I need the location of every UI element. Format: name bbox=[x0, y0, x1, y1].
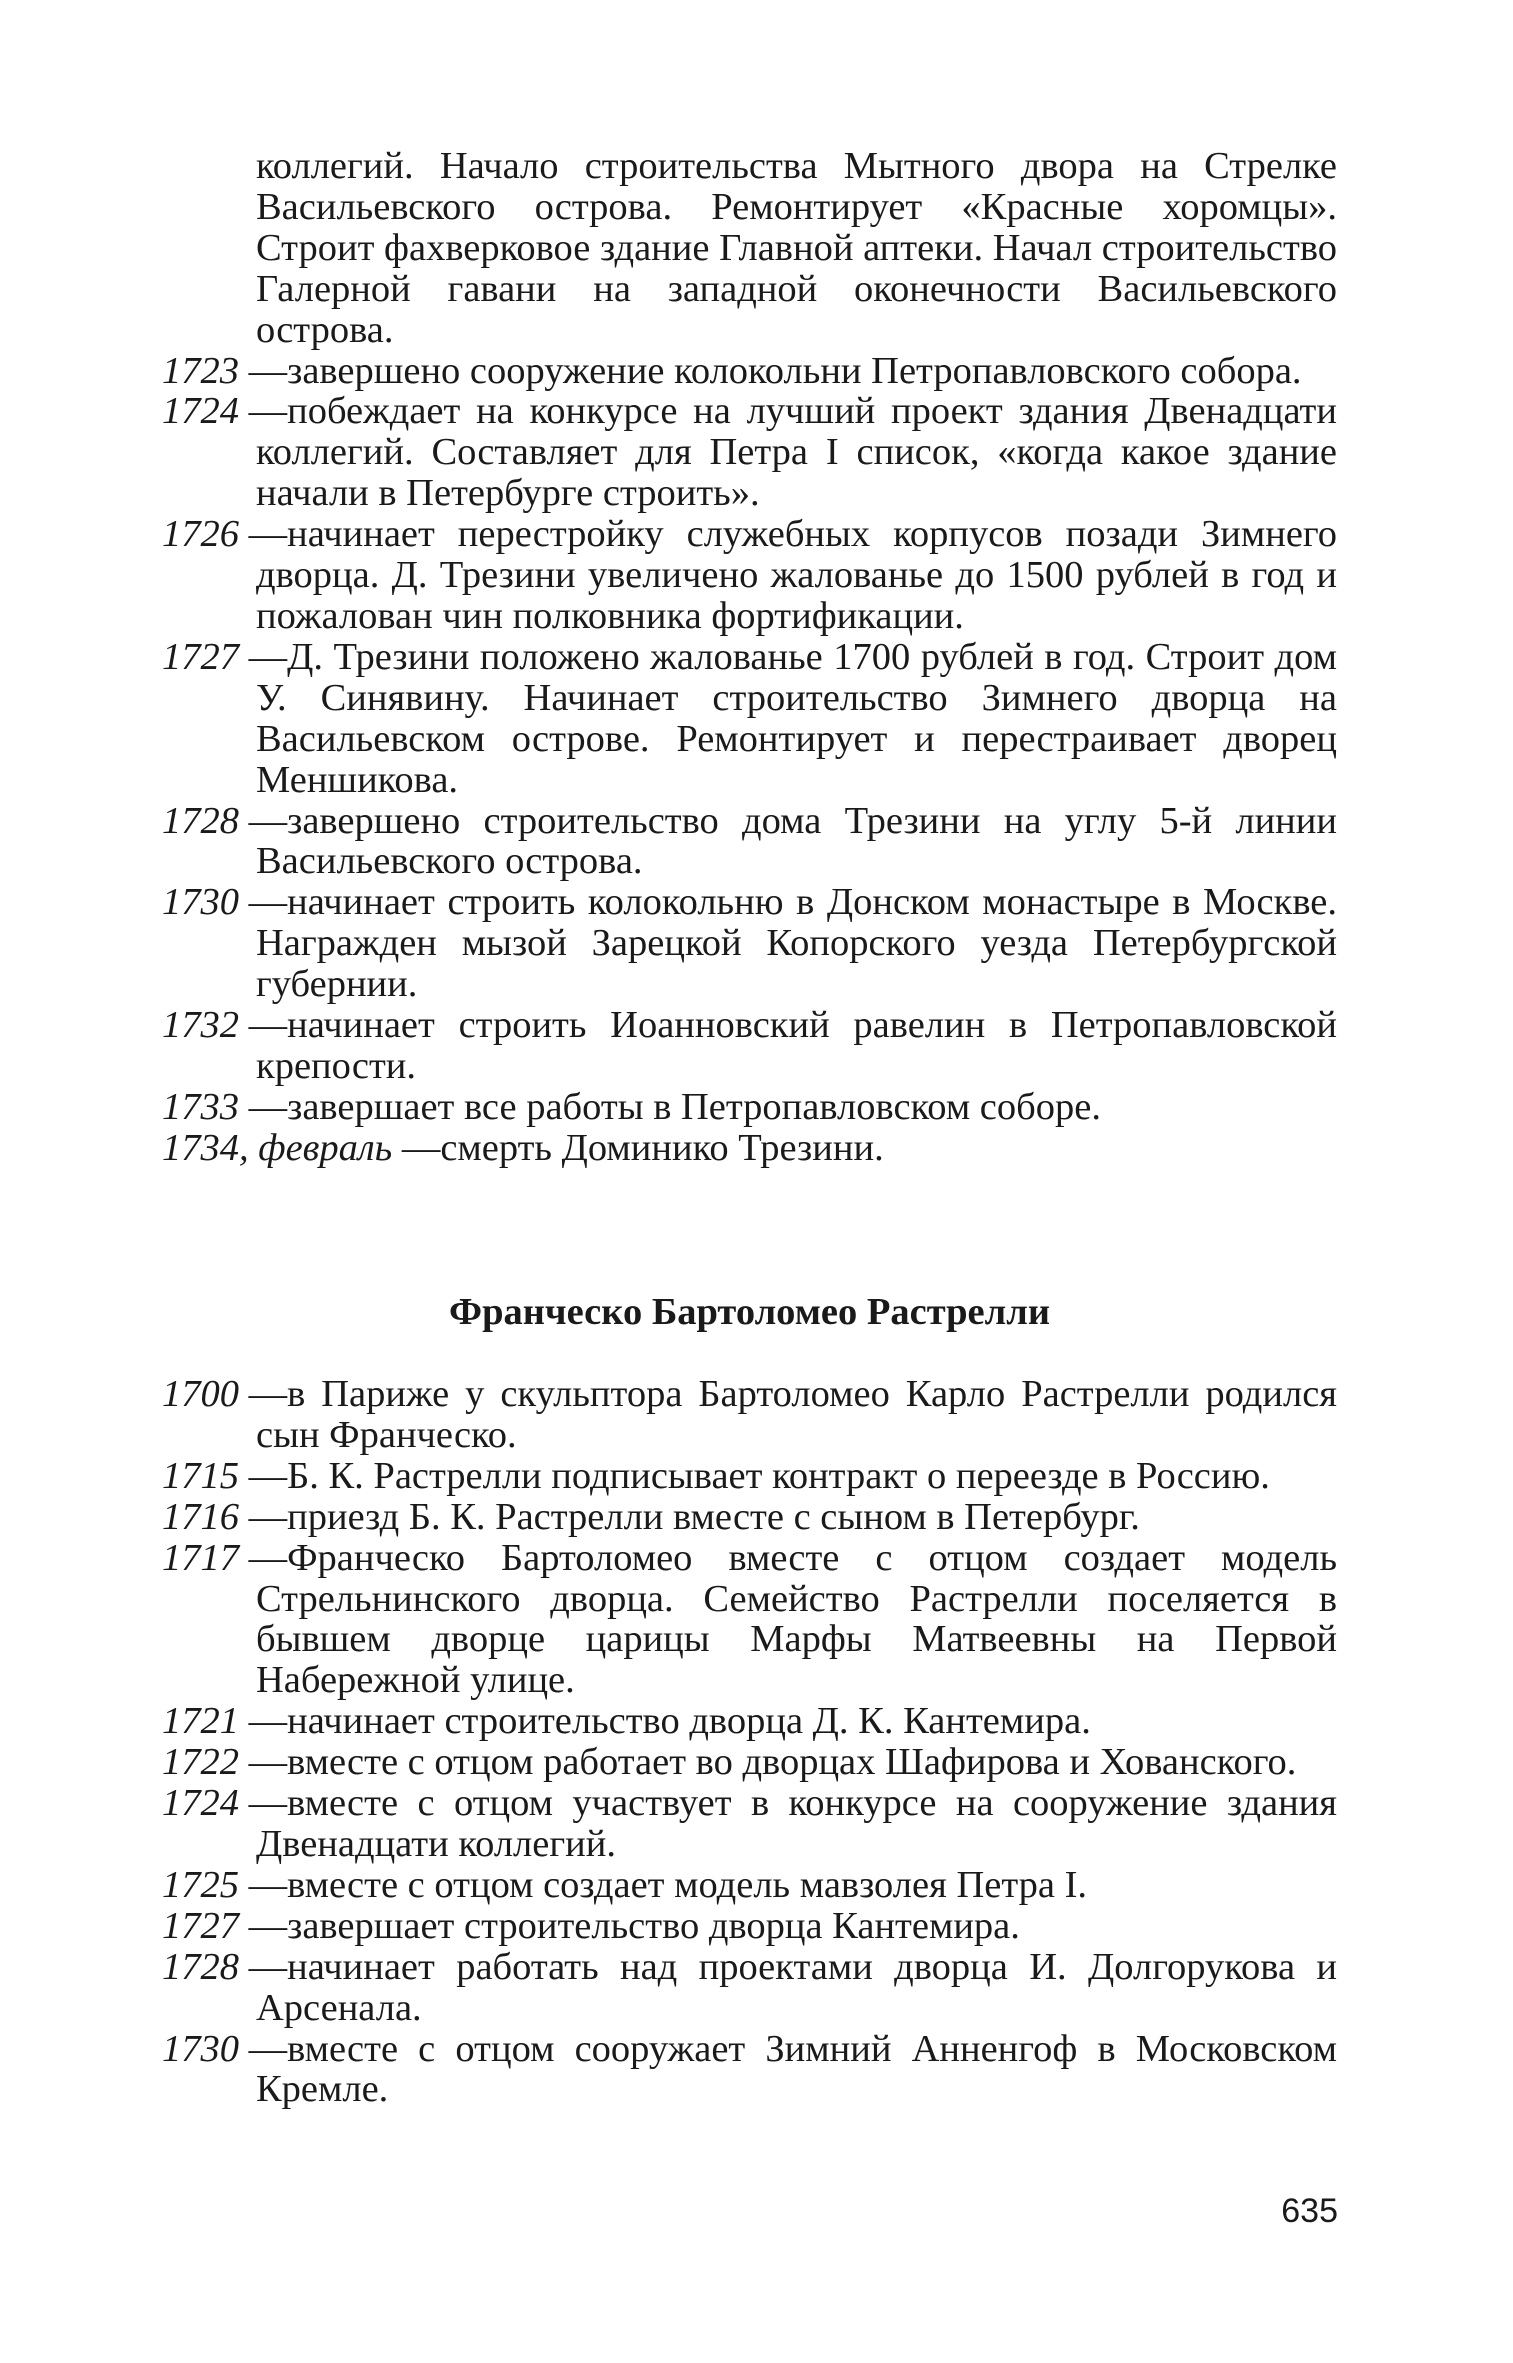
chronology-entry bbox=[162, 1128, 1337, 1169]
entry-lead bbox=[162, 1456, 287, 1497]
entry-dash: — bbox=[239, 1945, 288, 1988]
entry-lead bbox=[162, 2029, 287, 2070]
entry-year: 1722 bbox=[162, 1741, 239, 1784]
entry-year: 1728 bbox=[162, 799, 239, 842]
entry-lead bbox=[162, 1497, 287, 1538]
entry-text: приезд Б. К. Растрелли вместе с сыном в Петербург. bbox=[287, 1495, 1140, 1538]
entry-lead bbox=[162, 1005, 287, 1046]
entry-lead bbox=[162, 1701, 287, 1742]
chronology-entry bbox=[162, 882, 1337, 1005]
entry-lead bbox=[162, 801, 287, 842]
entry-lead bbox=[162, 351, 287, 392]
entry-text: завершает все работы в Петропавловском соборе. bbox=[287, 1085, 1101, 1128]
entry-text: вместе с отцом работает во дворцах Шафирова и Хованского. bbox=[287, 1741, 1297, 1784]
entry-year: 1715 bbox=[162, 1454, 239, 1497]
entry-year: 1717 bbox=[162, 1536, 239, 1579]
entry-lead bbox=[162, 1374, 287, 1415]
entry-text: завершено сооружение колокольни Петропавловского собора. bbox=[287, 349, 1302, 392]
entry-lead bbox=[162, 1538, 287, 1579]
entry-dash: — bbox=[239, 1085, 288, 1128]
entry-dash: — bbox=[239, 1700, 288, 1743]
chronology-entry bbox=[162, 1701, 1337, 1742]
entry-text: побеждает на конкурсе на лучший проект здания Двенадцати коллегий. Составляет для Петра I список, «когда какое здание начали в Петербурге строить». bbox=[256, 390, 1337, 515]
entry-year: 1727 bbox=[162, 1904, 239, 1947]
entry-dash: — bbox=[239, 799, 288, 842]
entry-dash: — bbox=[239, 2027, 288, 2070]
entry-dash: — bbox=[392, 1126, 441, 1169]
entry-year: 1733 bbox=[162, 1085, 239, 1128]
entry-lead bbox=[162, 1742, 287, 1783]
chronology-entry bbox=[162, 1742, 1337, 1783]
entry-year: 1734, февраль bbox=[162, 1126, 393, 1169]
entry-dash: — bbox=[239, 349, 288, 392]
entry-dash: — bbox=[239, 1495, 288, 1538]
entry-text: вместе с отцом сооружает Зимний Анненгоф в Московском Кремле. bbox=[256, 2027, 1337, 2111]
entry-text: смерть Доминико Трезини. bbox=[440, 1126, 884, 1169]
entry-lead bbox=[162, 1128, 440, 1169]
entry-year: 1730 bbox=[162, 881, 239, 924]
entry-year: 1723 bbox=[162, 349, 239, 392]
entry-lead bbox=[162, 1087, 287, 1128]
entry-year: 1725 bbox=[162, 1863, 239, 1906]
entry-dash: — bbox=[239, 1904, 288, 1947]
entry-text: начинает работать над проектами дворца И. Долгорукова и Арсенала. bbox=[256, 1945, 1337, 2029]
entry-dash: — bbox=[239, 881, 288, 924]
chronology-section-rastrelli bbox=[162, 1374, 1337, 2110]
section-heading: Франческо Бартоломео Растрелли bbox=[449, 1291, 1050, 1333]
entry-dash: — bbox=[239, 513, 288, 556]
chronology-entry bbox=[162, 2029, 1337, 2111]
chronology-entry bbox=[162, 1947, 1337, 2029]
chronology-entry bbox=[162, 1906, 1337, 1947]
chronology-entry bbox=[162, 1783, 1337, 1865]
entry-dash: — bbox=[239, 1454, 288, 1497]
chronology-entry bbox=[162, 1538, 1337, 1702]
entry-lead bbox=[162, 1947, 287, 1988]
chronology-entry bbox=[162, 1865, 1337, 1906]
entry-dash: — bbox=[239, 1536, 288, 1579]
chronology-list-trezzini bbox=[162, 351, 1337, 1169]
entry-text: Д. Трезини положено жалованье 1700 рублей в год. Строит дом У. Синявину. Начинает строительство Зимнего дворца на Васильевском острове. Ремонтирует и перестраивает дворец Меншикова. bbox=[256, 635, 1337, 801]
entry-lead bbox=[162, 1906, 287, 1947]
entry-text: вместе с отцом создает модель мавзолея Петра I. bbox=[287, 1863, 1088, 1906]
entry-year: 1700 bbox=[162, 1373, 239, 1415]
chronology-list-rastrelli bbox=[162, 1374, 1337, 2110]
chronology-entry bbox=[162, 637, 1337, 801]
entry-lead bbox=[162, 1865, 287, 1906]
entry-year: 1732 bbox=[162, 1004, 239, 1047]
continuation-paragraph: коллегий. Начало строительства Мытного двора на Стрелке Васильевского острова. Ремонтирует «Красные хоромцы». Строит фахверковое здание Главной аптеки. Начал строительство Галерной гавани на западной оконечности Васильевского острова. bbox=[256, 145, 1337, 351]
entry-year: 1730 bbox=[162, 2027, 239, 2070]
entry-year: 1728 bbox=[162, 1945, 239, 1988]
entry-lead bbox=[162, 391, 287, 432]
entry-lead bbox=[162, 514, 287, 555]
entry-dash: — bbox=[239, 390, 288, 433]
entry-dash: — bbox=[239, 1373, 288, 1415]
entry-dash: — bbox=[239, 1004, 288, 1047]
page-number: 635 bbox=[1281, 2192, 1338, 2230]
entry-lead bbox=[162, 882, 287, 923]
entry-text: завершено строительство дома Трезини на углу 5-й линии Васильевского острова. bbox=[256, 799, 1337, 883]
entry-dash: — bbox=[239, 1863, 288, 1906]
entry-text: начинает перестройку служебных корпусов позади Зимнего дворца. Д. Трезини увеличено жалованье до 1500 рублей в год и пожалован чин полковника фортификации. bbox=[256, 513, 1337, 637]
entry-lead bbox=[162, 637, 287, 678]
chronology-entry bbox=[162, 1005, 1337, 1087]
chronology-entry bbox=[162, 1087, 1337, 1128]
entry-dash: — bbox=[239, 1741, 288, 1784]
entry-year: 1726 bbox=[162, 513, 239, 556]
entry-year: 1721 bbox=[162, 1700, 239, 1743]
entry-year: 1716 bbox=[162, 1495, 239, 1538]
entry-text: начинает строить колокольню в Донском монастыре в Москве. Награжден мызой Зарецкой Копорского уезда Петербургской губернии. bbox=[256, 881, 1337, 1006]
chronology-entry bbox=[162, 1497, 1337, 1538]
entry-text: начинает строить Иоанновский равелин в Петропавловской крепости. bbox=[256, 1004, 1337, 1087]
entry-text: Б. К. Растрелли подписывает контракт о переезде в Россию. bbox=[287, 1454, 1270, 1497]
entry-year: 1724 bbox=[162, 1782, 239, 1825]
entry-dash: — bbox=[239, 635, 288, 678]
entry-text: начинает строительство дворца Д. К. Кантемира. bbox=[287, 1700, 1091, 1743]
chronology-entry bbox=[162, 1456, 1337, 1497]
entry-text: Франческо Бартоломео вместе с отцом создает модель Стрельнинского дворца. Семейство Растрелли поселяется в бывшем дворце царицы Марфы Матвеевны на Первой Набережной улице. bbox=[256, 1536, 1337, 1702]
entry-text: в Париже у скульптора Бартоломео Карло Растрелли родился сын Франческо. bbox=[256, 1373, 1337, 1456]
entry-year: 1724 bbox=[162, 390, 239, 433]
entry-text: завершает строительство дворца Кантемира. bbox=[287, 1904, 1020, 1947]
entry-lead bbox=[162, 1783, 287, 1824]
chronology-entry bbox=[162, 514, 1337, 637]
chronology-entry bbox=[162, 1374, 1337, 1456]
chronology-section-trezzini bbox=[162, 146, 1337, 1169]
entry-text: вместе с отцом участвует в конкурсе на сооружение здания Двенадцати коллегий. bbox=[256, 1782, 1337, 1865]
chronology-entry bbox=[162, 391, 1337, 514]
chronology-entry bbox=[162, 801, 1337, 883]
entry-dash: — bbox=[239, 1782, 288, 1825]
chronology-entry bbox=[162, 351, 1337, 392]
entry-year: 1727 bbox=[162, 635, 239, 678]
